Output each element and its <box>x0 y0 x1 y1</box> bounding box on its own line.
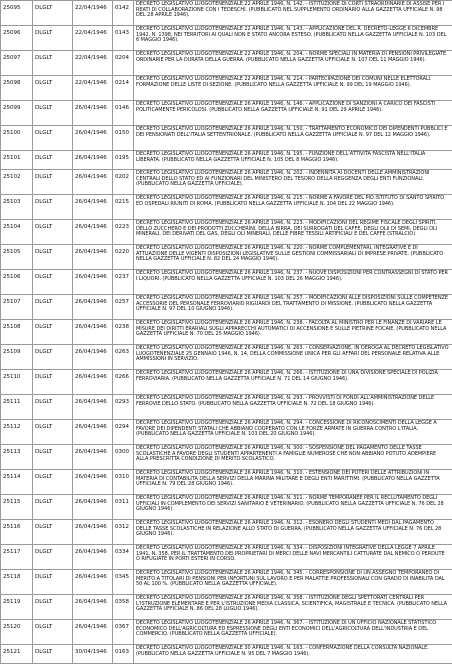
row-number: 25097 <box>1 51 33 76</box>
row-act-type: DLGLT <box>33 295 73 320</box>
row-date: 26/04/1946 <box>73 220 113 245</box>
row-date: 26/04/1946 <box>73 345 113 370</box>
table-row <box>1 495 452 520</box>
row-act-type: DLGLT <box>33 520 73 545</box>
table-row <box>1 370 452 395</box>
row-act-type: DLGLT <box>33 245 73 270</box>
row-date: 26/04/1946 <box>73 295 113 320</box>
row-number: 25111 <box>1 395 33 420</box>
row-date: 26/04/1946 <box>73 520 113 545</box>
row-act-type: DLGLT <box>33 151 73 170</box>
row-act-type: DLGLT <box>33 345 73 370</box>
row-act-number: 0345 <box>113 570 134 595</box>
row-act-type: DLGLT <box>33 420 73 445</box>
row-act-type: DLGLT <box>33 170 73 195</box>
row-act-number: 0266 <box>113 370 134 395</box>
row-act-type: DLGLT <box>33 195 73 220</box>
table-row <box>1 620 452 645</box>
row-act-type: DLGLT <box>33 26 73 51</box>
table-row <box>1 420 452 445</box>
row-number: 25112 <box>1 420 33 445</box>
row-title: DECRETO LEGISLATIVO LUOGOTENENZIALE 22 APRILE 1946, N. 214. - PARTECIPAZIONE DEI COMUNI NELLE ELETTORALI. FORMAZIONE DELLE LISTE DI SEZIONE. (PUBBLICATO NELLA GAZZETTA UFFICIALE N. 99 DEL 19 MAGGIO 1946). <box>134 76 452 101</box>
row-title: DECRETO LEGISLATIVO LUOGOTENENZIALE 26 APRILE 1946, N. 312. - ESONERO DEGLI STUDENTI MEDI DAL PAGAMENTO DELLE TASSE SCOLASTICHE IN RELAZIONE ALLO STATO DI GUERRA. (PUBBLICATO NELLA GAZZETTA UFFICIALE N. 76 DEL 28 GIUGNO 1946). <box>134 520 452 545</box>
row-act-number: 0293 <box>113 395 134 420</box>
row-act-number: 0163 <box>113 645 134 664</box>
row-title: DECRETO LEGISLATIVO LUOGOTENENZIALE 22 APRILE 1946, N. 142. - ISTITUZIONE DI CORTI STRAORDINARIE DI ASSISE PER I REATI DI COLLABORAZIONE CON I TEDESCHI. (PUBBLICATO NEL SUPPLEMENTO ORDINARIO ALLA GAZZETTA UFFICIALE N. 98 DEL 28 APRILE 1946). <box>134 1 452 26</box>
row-act-number: 0238 <box>113 320 134 345</box>
row-number: 25113 <box>1 445 33 470</box>
row-number: 25101 <box>1 151 33 170</box>
row-date: 26/04/1946 <box>73 270 113 295</box>
table-row <box>1 270 452 295</box>
row-title: DECRETO LEGISLATIVO LUOGOTENENZIALE 26 APRILE 1946, N. 202. - INDENNITA AI DOCENTI DELLE AMMINISTRAZIONI CENTRALI DELLO STATO ED AI FUNZIONARI DEL MINISTERO DEL TESORO DELLA REGGENZA DEGLI ENTI FUNZIONALI. (PUBBLICATO NELLA GAZZETTA UFFICIALE). <box>134 170 452 195</box>
row-act-number: 0300 <box>113 445 134 470</box>
row-act-number: 0214 <box>113 76 134 101</box>
row-act-type: DLGLT <box>33 595 73 620</box>
row-date: 22/04/1946 <box>73 26 113 51</box>
row-act-number: 0202 <box>113 170 134 195</box>
row-number: 25117 <box>1 545 33 570</box>
row-act-type: DLGLT <box>33 51 73 76</box>
table-row <box>1 570 452 595</box>
table-row <box>1 1 452 26</box>
table-row <box>1 26 452 51</box>
row-act-number: 0311 <box>113 495 134 520</box>
row-act-number: 0150 <box>113 126 134 151</box>
row-date: 22/04/1946 <box>73 1 113 26</box>
row-date: 22/04/1946 <box>73 51 113 76</box>
row-act-type: DLGLT <box>33 545 73 570</box>
row-number: 25098 <box>1 76 33 101</box>
row-act-type: DLGLT <box>33 495 73 520</box>
row-date: 26/04/1946 <box>73 370 113 395</box>
row-date: 22/04/1946 <box>73 76 113 101</box>
table-row <box>1 595 452 620</box>
row-act-number: 0143 <box>113 26 134 51</box>
row-act-type: DLGLT <box>33 445 73 470</box>
row-act-type: DLGLT <box>33 470 73 495</box>
row-act-number: 0142 <box>113 1 134 26</box>
table-row <box>1 51 452 76</box>
row-number: 25095 <box>1 1 33 26</box>
row-date: 26/04/1946 <box>73 445 113 470</box>
row-title: DECRETO LEGISLATIVO LUOGOTENENZIALE 26 APRILE 1946, N. 150. - TRATTAMENTO ECONOMICO DEI DIPENDENTI PUBBLICI E DEI PENSIONATI DELL'ITALIA SETTENTRIONALE. (PUBBLICATO NELLA GAZZETTA UFFICIALE N. 97 DEL 12 MAGGIO 1946). <box>134 126 452 151</box>
row-date: 26/04/1946 <box>73 620 113 645</box>
row-date: 26/04/1946 <box>73 101 113 126</box>
row-date: 26/04/1946 <box>73 170 113 195</box>
row-act-number: 0294 <box>113 420 134 445</box>
row-title: DECRETO LEGISLATIVO LUOGOTENENZIALE 26 APRILE 1946, N. 310. - ESTENSIONE DEI POTERI DELLE ATTRIBUZIONI IN MATERIA DI CONTABILITA DELLA SERVIZI DELLA MARINA MILITARE E DEGLI ENTI MARITTIMI. (PUBBLICATO NELLA GAZZETTA UFFICIALE N. 79 DEL 28 GIUGNO 1946). <box>134 470 452 495</box>
table-row <box>1 320 452 345</box>
row-act-number: 0257 <box>113 295 134 320</box>
table-row <box>1 470 452 495</box>
row-title: DECRETO LEGISLATIVO LUOGOTENENZIALE 26 APRILE 1946, N. 294. - CONCESSIONE DI RICONOSCIMENTI DELLA LEGGE A FAVORE DEI DIPENDENTI STATALI CHE ABBIANO COOPERATO CON LE FORZE ARMATE IN GUERRA CONTRO L'ITALIA. (PUBBLICATO NELLA GAZZETTA UFFICIALE N. 103 DEL 20 GIUGNO 1946). <box>134 420 452 445</box>
row-number: 25102 <box>1 170 33 195</box>
row-act-number: 0334 <box>113 545 134 570</box>
row-title: DECRETO LEGISLATIVO LUOGOTENENZIALE 26 APRILE 1946, N. 367. - ISTITUZIONE DI UN UFFICIO NAZIONALE STATISTICO ECONOMICO DELL'AGRICOLTURA ED ESPRESSIONE DEGLI ENTI ECONOMICI DELL'AGRICOLTURA DELL'INDUSTRIA E DEL COMMERCIO. (PUBBLICATO NELLA GAZZETTA UFFICIALE). <box>134 620 452 645</box>
table-row <box>1 345 452 370</box>
row-date: 26/04/1946 <box>73 195 113 220</box>
row-date: 30/04/1946 <box>73 645 113 664</box>
table-row <box>1 220 452 245</box>
row-act-type: DLGLT <box>33 126 73 151</box>
row-number: 25100 <box>1 126 33 151</box>
row-title: DECRETO LEGISLATIVO LUOGOTENENZIALE 26 APRILE 1946, N. 266. - ISTITUZIONE DI UNA DIVISIONE SPECIALE DI POLIZIA FERROVIARIA. (PUBBLICATO NELLA GAZZETTA UFFICIALE N. 71 DEL 14 GIUGNO 1946). <box>134 370 452 395</box>
row-number: 25109 <box>1 345 33 370</box>
row-number: 25116 <box>1 520 33 545</box>
row-title: DECRETO LEGISLATIVO LUOGOTENENZIALE 26 APRILE 1946, N. 300. - SOSPENSIONE DEL PAGAMENTO DELLE TASSE SCOLASTICHE A FAVORE DEGLI STUDENTI APPARTENENTI A FAMIGLIE NUMEROSE CHE NON ABBIANO POTUTO ADEMPIERE ALLA PRESCRITTA CONDIZIONE DI MERITO SCOLASTICO. <box>134 445 452 470</box>
row-number: 25115 <box>1 495 33 520</box>
row-act-number: 0204 <box>113 51 134 76</box>
row-act-number: 0223 <box>113 220 134 245</box>
row-title: DECRETO LEGISLATIVO LUOGOTENENZIALE 26 APRILE 1946, N. 195. - FUNZIONE DELL'ATTIVITA FASCISTA NELL'ITALIA LIBERATA. (PUBBLICATO NELLA GAZZETTA UFFICIALE N. 105 DEL 8 MAGGIO 1946). <box>134 151 452 170</box>
table-row <box>1 126 452 151</box>
row-act-type: DLGLT <box>33 101 73 126</box>
row-act-type: DLGLT <box>33 370 73 395</box>
table-row <box>1 520 452 545</box>
row-number: 25108 <box>1 320 33 345</box>
row-title: DECRETO LEGISLATIVO LUOGOTENENZIALE 26 APRILE 1946, N. 345. - CORRESPONSIONE DI UN ASSEGNO TEMPORANEO DI MERITO A TITOLARI DI PENSIONI PER INFORTUNI SUL LAVORO E PER MALATTIE PROFESSIONALI CON GRADO DI INABILITA DAL 50 AL 100 %. (PUBBLICATO NELLA GAZZETTA UFFICIALE). <box>134 570 452 595</box>
row-number: 25110 <box>1 370 33 395</box>
table-row <box>1 101 452 126</box>
row-date: 26/04/1946 <box>73 545 113 570</box>
row-date: 26/04/1946 <box>73 151 113 170</box>
row-title: DECRETO LEGISLATIVO LUOGOTENENZIALE 26 APRILE 1946, N. 358. - ISTITUZIONE DEGLI SPETTORATI CENTRALI PER L'ISTRUZIONE ELEMENTARE E PER L'ISTRUZIONE MEDIA CLASSICA, SCIENTIFICA, MAGISTRALE E TECNICA. (PUBBLICATO NELLA GAZZETTA UFFICIALE N. 86 DEL 28 LUGLIO 1946). <box>134 595 452 620</box>
row-act-number: 0220 <box>113 245 134 270</box>
row-title: DECRETO LEGISLATIVO LUOGOTENENZIALE 26 APRILE 1946, N. 334. - DISPOSIZIONI INTEGRATIVE DELLA LEGGE 7 APRILE 1941, N. 358, PER IL TRATTAMENTO DEI PROPRIETARI DI MERCI DELLE NAVI MERCANTILI CATTURATE DAL NEMICO O PERDUTE O RIFUGIATE IN PORTI ESTERI IN CORSO. <box>134 545 452 570</box>
row-act-type: DLGLT <box>33 270 73 295</box>
row-title: DECRETO LEGISLATIVO LUOGOTENENZIALE 26 APRILE 1946, N. 238. - FACOLTA AL MINISTRO PER LE FINANZE DI VARIARE LE MISURE DEI DIRITTI ERARIALI SUGLI APPARECCHI AUTOMATICI DI ACCENSIONE E SULLE PIETRINE FOCAIE. (PUBBLICATO NELLA GAZZETTA UFFICIALE N. 70 DEL 25 MAGGIO 1946). <box>134 320 452 345</box>
row-title: DECRETO LEGISLATIVO LUOGOTENENZIALE 26 APRILE 1946, N. 293. - PROVVISTI DI FONDI ALL'AMMINISTRAZIONE DELLE FERROVIE DELLO STATO. (PUBBLICATO NELLA GAZZETTA UFFICIALE N. 72 DEL 18 GIUGNO 1946). <box>134 395 452 420</box>
row-title: DECRETO LEGISLATIVO LUOGOTENENZIALE 26 APRILE 1946, N. 311. - NORME TEMPORANEE PER IL RECLUTAMENTO DEGLI UFFICIALI IN COMPLEMENTO DEI SERVIZI SANITARIO E VETERINARIO. (PUBBLICATO NELLA GAZZETTA UFFICIALE N. 76 DEL 28 GIUGNO 1946). <box>134 495 452 520</box>
row-title: DECRETO LEGISLATIVO LUOGOTENENZIALE 30 APRILE 1946, N. 163. - CONFERMAZIONE DELLA CONSULTA NAZIONALE. (PUBBLICATO NELLA GAZZETTA UFFICIALE N. 95 DEL 7 MAGGIO 1946). <box>134 645 452 664</box>
row-title: DECRETO LEGISLATIVO LUOGOTENENZIALE 26 APRILE 1946, N. 146. - APPLICAZIONE DI SANZIONI A CARICO DEI FASCISTI POLITICAMENTE PERICOLOSI. (PUBBLICATO NELLA GAZZETTA UFFICIALE N. 91 DEL 29 APRILE 1946). <box>134 101 452 126</box>
row-act-type: DLGLT <box>33 76 73 101</box>
row-date: 26/04/1946 <box>73 570 113 595</box>
row-act-type: DLGLT <box>33 620 73 645</box>
row-title: DECRETO LEGISLATIVO LUOGOTENENZIALE 22 APRILE 1946, N. 143. - APPLICAZIONE DEL R. DECRETO-LEGGE 6 DICEMBRE 1942, N. 1398, NEI TERRITORI AI QUALI NON E STATO ANCORA ESTESO. (PUBBLICATO NELLA GAZZETTA UFFICIALE N. 103 DEL 6 MAGGIO 1946). <box>134 26 452 51</box>
row-number: 25119 <box>1 595 33 620</box>
row-title: DECRETO LEGISLATIVO LUOGOTENENZIALE 26 APRILE 1946, N. 215. - NORME A FAVORE DEL PIO ISTITUTO DI SANTO SPIRITO ED OSPEDALI RIUNITI DI ROMA. (PUBBLICATO NELLA GAZZETTA UFFICIALE N. 104 DEL 22 MAGGIO 1946). <box>134 195 452 220</box>
row-date: 26/04/1946 <box>73 595 113 620</box>
row-act-number: 0263 <box>113 345 134 370</box>
table-row <box>1 545 452 570</box>
row-number: 25099 <box>1 101 33 126</box>
table-row <box>1 295 452 320</box>
row-act-type: DLGLT <box>33 645 73 664</box>
row-number: 25096 <box>1 26 33 51</box>
table-row <box>1 151 452 170</box>
row-title: DECRETO LEGISLATIVO LUOGOTENENZIALE 26 APRILE 1946, N. 263. - CONSERVAZIONE, IN DEROGA AL DECRETO LEGISLATIVO LUOGOTENENZIALE 25 GENNAIO 1946, N. 14, DELLA COMMISSIONE UNICA PER GLI AFFARI DEL PERSONALE RELATIVA ALLE AMMISSIONI IN SERVIZIO. <box>134 345 452 370</box>
row-act-type: DLGLT <box>33 220 73 245</box>
row-title: DECRETO LEGISLATIVO LUOGOTENENZIALE 22 APRILE 1946, N. 204. - NORME SPECIALI IN MATERIA DI PENSIONI PRIVILEGIATE ORDINARIE PER LA DURATA DELLA GUERRA. (PUBBLICATO NELLA GAZZETTA UFFICIALE N. 107 DEL 11 MAGGIO 1946). <box>134 51 452 76</box>
row-title: DECRETO LEGISLATIVO LUOGOTENENZIALE 26 APRILE 1946, N. 223. - MODIFICAZIONI DEL REGIME FISCALE DEGLI SPIRITI, DELLO ZUCCHERO E DEI PRODOTTI ZUCCHERINI, DELLA BIRRA, DEI SURROGATI DEL CAFFE, DEGLI OLII DI SEMI, DEGLI OLI MINERALI, DEI DERIVATI DEL GAS, DEGLI OLI MINERALI, DELLE FIBRE TESSILI ARTIFICIALI E DEL CAFFE (STRALCIO). <box>134 220 452 245</box>
row-act-type: DLGLT <box>33 320 73 345</box>
row-act-type: DLGLT <box>33 1 73 26</box>
row-act-number: 0215 <box>113 195 134 220</box>
row-act-number: 0367 <box>113 620 134 645</box>
table-row <box>1 445 452 470</box>
row-date: 26/04/1946 <box>73 126 113 151</box>
row-number: 25118 <box>1 570 33 595</box>
table-row <box>1 170 452 195</box>
table-row <box>1 195 452 220</box>
row-number: 25120 <box>1 620 33 645</box>
row-title: DECRETO LEGISLATIVO LUOGOTENENZIALE 26 APRILE 1946, N. 257. - MODIFICAZIONI ALLE DISPOSIZIONI SULLE COMPETENZE ACCESSORIE DEL PERSONALE FERROVIARIO RIGUARDI DEL TRATTAMENTO DI MISSIONE. (PUBBLICATO NELLA GAZZETTA UFFICIALE N. 97 DEL 10 GIUGNO 1946). <box>134 295 452 320</box>
row-act-number: 0237 <box>113 270 134 295</box>
table-row <box>1 76 452 101</box>
row-date: 26/04/1946 <box>73 495 113 520</box>
row-date: 26/04/1946 <box>73 470 113 495</box>
row-act-type: DLGLT <box>33 570 73 595</box>
row-number: 25104 <box>1 220 33 245</box>
row-date: 26/04/1946 <box>73 245 113 270</box>
row-act-number: 0312 <box>113 520 134 545</box>
row-act-number: 0146 <box>113 101 134 126</box>
row-number: 25121 <box>1 645 33 664</box>
row-number: 25114 <box>1 470 33 495</box>
decree-table-body <box>1 1 452 664</box>
row-date: 26/04/1946 <box>73 395 113 420</box>
row-act-number: 0195 <box>113 151 134 170</box>
row-act-number: 0310 <box>113 470 134 495</box>
table-row <box>1 395 452 420</box>
row-number: 25103 <box>1 195 33 220</box>
row-number: 25106 <box>1 270 33 295</box>
row-number: 25105 <box>1 245 33 270</box>
row-title: DECRETO LEGISLATIVO LUOGOTENENZIALE 26 APRILE 1946, N. 237. - NUOVE DISPOSIZIONI PER CONTRASSEGNI DI STATO PER I LIQUORI. (PUBBLICATO NELLA GAZZETTA UFFICIALE N. 103 DEL 26 MAGGIO 1946). <box>134 270 452 295</box>
row-act-number: 0358 <box>113 595 134 620</box>
table-row <box>1 245 452 270</box>
row-number: 25107 <box>1 295 33 320</box>
row-date: 26/04/1946 <box>73 320 113 345</box>
row-title: DECRETO LEGISLATIVO LUOGOTENENZIALE 26 APRILE 1946, N. 220. - NORME COMPLEMENTARI, INTEGRATIVE E DI ATTUAZIONE DELLE VIGENTI DISPOSIZIONI LEGISLATIVE SULLE GESTIONI COMMISSARIALI DI IMPRESE PRIVATE. (PUBBLICATO NELLA GAZZETTA UFFICIALE N. 82 DEL 24 MAGGIO 1946). <box>134 245 452 270</box>
row-act-type: DLGLT <box>33 395 73 420</box>
row-date: 26/04/1946 <box>73 420 113 445</box>
table-row <box>1 645 452 664</box>
